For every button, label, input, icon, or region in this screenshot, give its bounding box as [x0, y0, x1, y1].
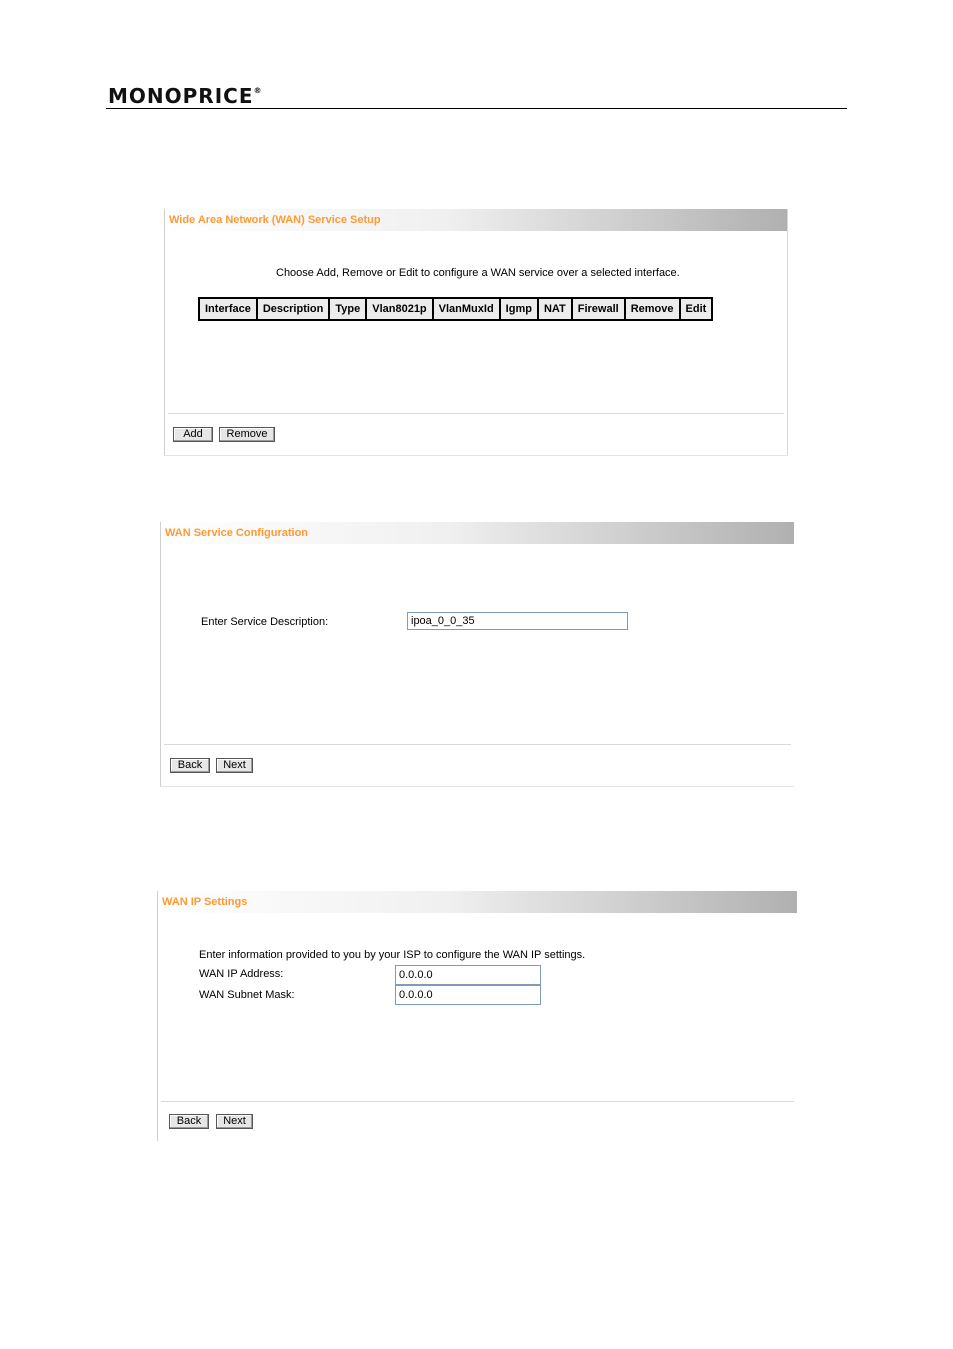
column-header: Vlan8021p — [366, 298, 432, 320]
next-button[interactable]: Next — [216, 758, 253, 773]
wan-service-config-panel — [160, 522, 794, 787]
service-description-label: Enter Service Description: — [201, 616, 329, 628]
wan-ip-address-label: WAN IP Address: — [199, 968, 284, 980]
service-description-input[interactable]: ipoa_0_0_35 — [407, 612, 628, 630]
column-header: Type — [329, 298, 366, 320]
button-separator — [164, 744, 791, 745]
instruction-text: Enter information provided to you by your ISP to configure the WAN IP settings. — [199, 949, 586, 961]
column-header: Interface — [199, 298, 257, 320]
button-separator — [161, 1101, 794, 1102]
remove-button[interactable]: Remove — [219, 427, 275, 442]
table-header-row — [199, 298, 712, 320]
add-button[interactable]: Add — [173, 427, 213, 442]
monoprice-logo: MONOPRICE® — [108, 84, 263, 108]
column-header: VlanMuxId — [433, 298, 500, 320]
column-header: Igmp — [500, 298, 538, 320]
wan-service-table — [198, 297, 713, 321]
instruction-text: Choose Add, Remove or Edit to configure a WAN service over a selected interface. — [276, 267, 680, 279]
column-header: Remove — [625, 298, 680, 320]
wan-service-setup-panel — [164, 209, 788, 456]
wan-subnet-mask-input[interactable]: 0.0.0.0 — [395, 985, 541, 1005]
column-header: Edit — [680, 298, 713, 320]
wan-ip-settings-panel — [157, 891, 797, 1141]
back-button[interactable]: Back — [170, 758, 210, 773]
panel-title: WAN Service Configuration — [161, 522, 794, 544]
header-rule — [106, 108, 847, 109]
column-header: Description — [257, 298, 330, 320]
back-button[interactable]: Back — [169, 1114, 209, 1129]
panel-title: Wide Area Network (WAN) Service Setup — [165, 209, 787, 231]
next-button[interactable]: Next — [216, 1114, 253, 1129]
column-header: NAT — [538, 298, 572, 320]
panel-title: WAN IP Settings — [158, 891, 797, 913]
column-header: Firewall — [572, 298, 625, 320]
button-separator — [168, 413, 784, 414]
wan-subnet-mask-label: WAN Subnet Mask: — [199, 989, 295, 1001]
wan-ip-address-input[interactable]: 0.0.0.0 — [395, 965, 541, 985]
